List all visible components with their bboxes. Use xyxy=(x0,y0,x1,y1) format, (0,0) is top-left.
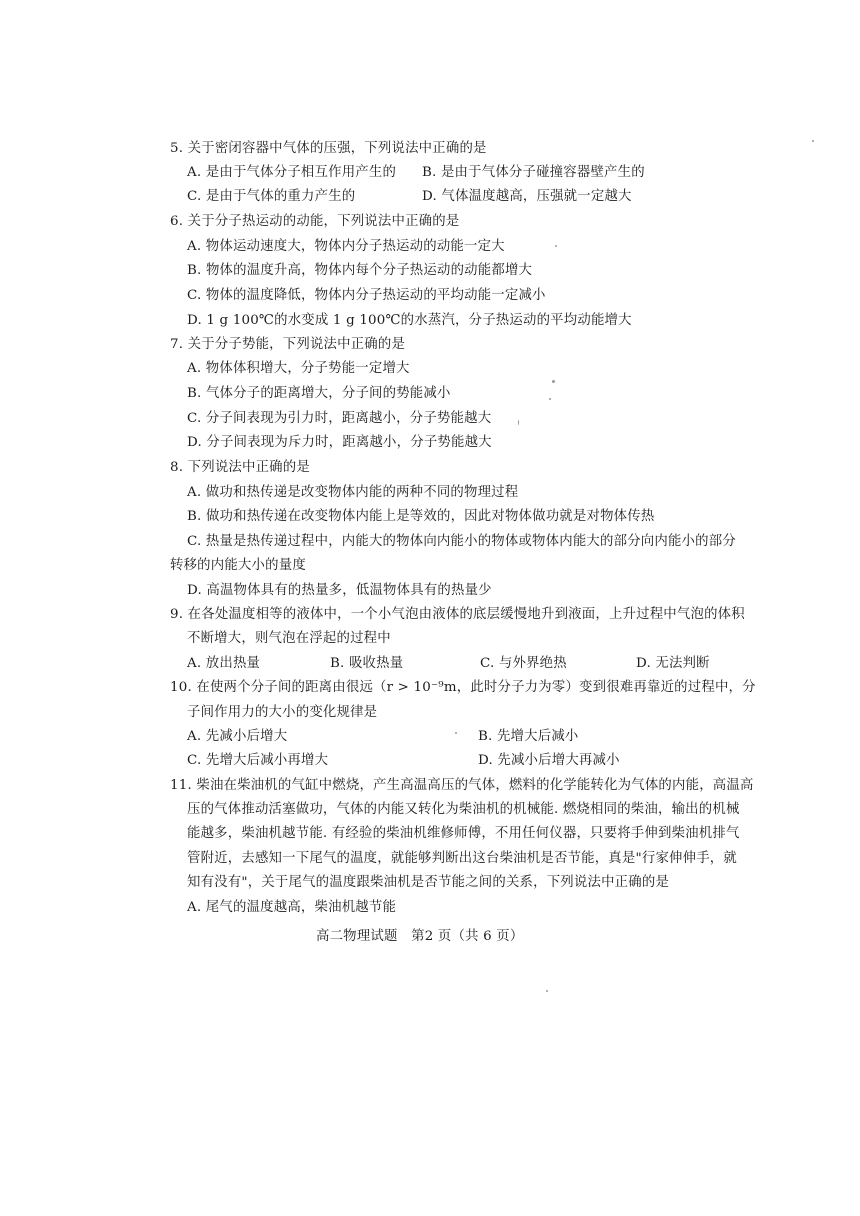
q6-option-b: B. 物体的温度升高，物体内每个分子热运动的动能都增大 xyxy=(187,263,533,278)
q9-stem-line2: 不断增大，则气泡在浮起的过程中 xyxy=(187,631,391,646)
q11-stem-line5: 知有没有"，关于尾气的温度跟柴油机是否节能之间的关系，下列说法中正确的是 xyxy=(187,875,670,890)
q10-option-a: A. 先减小后增大 xyxy=(187,729,288,744)
q10-option-d: D. 先减小后增大再减小 xyxy=(478,753,620,768)
q6-option-d: D. 1 g 100℃的水变成 1 g 100℃的水蒸汽，分子热运动的平均动能增大 xyxy=(187,313,632,328)
q9-option-a: A. 放出热量 xyxy=(187,656,261,671)
q5-option-b: B. 是由于气体分子碰撞容器壁产生的 xyxy=(422,165,645,180)
q8-option-c-line1: C. 热量是热传递过程中，内能大的物体向内能小的物体或物体内能大的部分向内能小的部分 xyxy=(187,534,736,549)
q6-stem: 6. 关于分子热运动的动能，下列说法中正确的是 xyxy=(170,214,460,229)
q5-option-d: D. 气体温度越高，压强就一定越大 xyxy=(422,189,632,204)
scan-speck xyxy=(555,245,557,247)
q6-option-a: A. 物体运动速度大，物体内分子热运动的动能一定大 xyxy=(187,239,505,254)
scan-speck xyxy=(546,990,548,992)
q9-option-d: D. 无法判断 xyxy=(636,656,710,671)
scan-speck xyxy=(518,420,519,425)
q11-stem-line2: 压的气体推动活塞做功，气体的内能又转化为柴油机的机械能. 燃烧相同的柴油，输出的机械 xyxy=(187,802,740,817)
scan-speck xyxy=(812,140,814,142)
q8-stem: 8. 下列说法中正确的是 xyxy=(170,460,310,475)
scan-speck xyxy=(552,380,555,383)
q9-option-c: C. 与外界绝热 xyxy=(480,656,567,671)
q7-option-a: A. 物体体积增大，分子势能一定增大 xyxy=(187,361,410,376)
scan-speck xyxy=(455,732,457,734)
q7-stem: 7. 关于分子势能，下列说法中正确的是 xyxy=(170,337,406,352)
q11-stem-line4: 管附近，去感知一下尾气的温度，就能够判断出这台柴油机是否节能，真是"行家伸伸手，就 xyxy=(187,851,737,866)
q5-option-a: A. 是由于气体分子相互作用产生的 xyxy=(187,165,397,180)
q6-option-c: C. 物体的温度降低，物体内分子热运动的平均动能一定减小 xyxy=(187,288,546,303)
q11-option-a: A. 尾气的温度越高，柴油机越节能 xyxy=(187,900,397,915)
page-footer: 高二物理试题 第2 页（共 6 页） xyxy=(316,929,524,944)
q8-option-c-line2: 转移的内能大小的量度 xyxy=(170,558,306,573)
q10-stem-line1: 10. 在使两个分子间的距离由很远（r > 10⁻⁹m，此时分子力为零）变到很难再靠近的过程中，分 xyxy=(170,680,756,695)
q8-option-b: B. 做功和热传递在改变物体内能上是等效的，因此对物体做功就是对物体传热 xyxy=(187,509,655,524)
q11-stem-line1: 11. 柴油在柴油机的气缸中燃烧，产生高温高压的气体，燃料的化学能转化为气体的内能，高温高 xyxy=(170,778,754,793)
q10-stem-line2: 子间作用力的大小的变化规律是 xyxy=(187,705,378,720)
q11-stem-line3: 能越多，柴油机越节能. 有经验的柴油机维修师傅，不用任何仪器，只要将手伸到柴油机排气 xyxy=(187,826,740,841)
q5-option-c: C. 是由于气体的重力产生的 xyxy=(187,189,356,204)
q8-option-a: A. 做功和热传递是改变物体内能的两种不同的物理过程 xyxy=(187,485,519,500)
q7-option-c: C. 分子间表现为引力时，距离越小，分子势能越大 xyxy=(187,411,492,426)
scan-speck xyxy=(549,398,551,400)
q10-option-c: C. 先增大后减小再增大 xyxy=(187,753,329,768)
q5-stem: 5. 关于密闭容器中气体的压强，下列说法中正确的是 xyxy=(170,141,487,156)
q7-option-d: D. 分子间表现为斥力时，距离越小，分子势能越大 xyxy=(187,435,492,450)
q8-option-d: D. 高温物体具有的热量多，低温物体具有的热量少 xyxy=(187,583,492,598)
q7-option-b: B. 气体分子的距离增大，分子间的势能减小 xyxy=(187,386,451,401)
q9-stem-line1: 9. 在各处温度相等的液体中，一个小气泡由液体的底层缓慢地升到液面，上升过程中气泡的体积 xyxy=(170,607,745,622)
q10-option-b: B. 先增大后减小 xyxy=(478,729,579,744)
q9-option-b: B. 吸收热量 xyxy=(330,656,404,671)
